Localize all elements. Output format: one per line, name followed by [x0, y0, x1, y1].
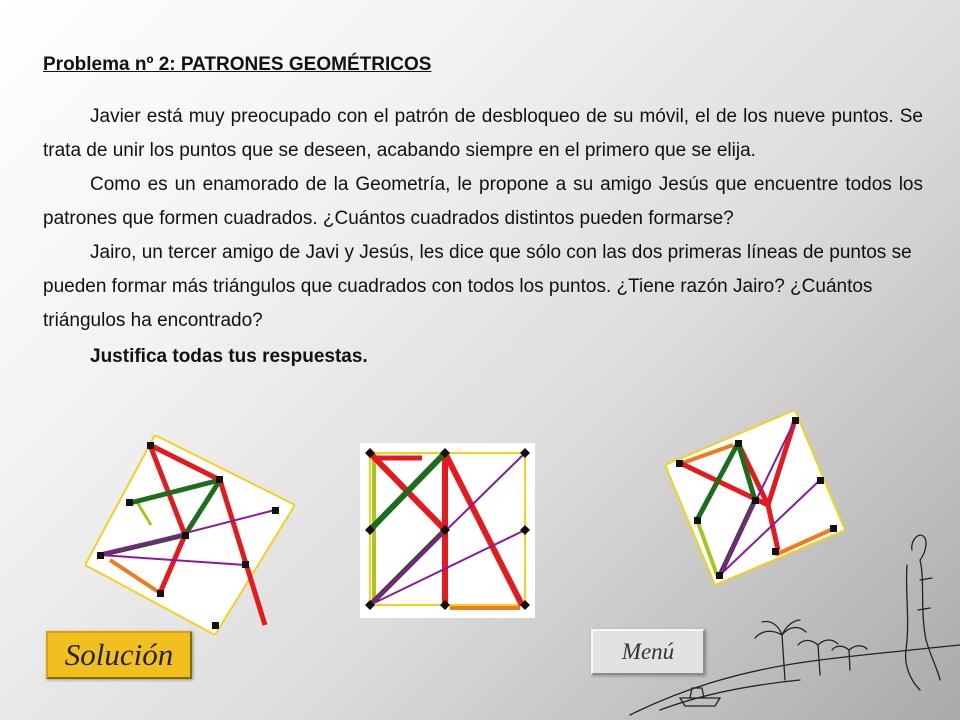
paragraph-3: Jairo, un tercer amigo de Javi y Jesús, les dice que sólo con las dos primeras líneas de puntos se pueden formar más triángulos que cuadrados con todos los puntos. ¿Tiene razón Jairo? ¿Cuántos triángulos ha encontrado? [43, 242, 912, 331]
solution-button[interactable]: Solución [46, 631, 192, 679]
paragraph-1: Javier está muy preocupado con el patrón de desbloqueo de su móvil, el de los nueve puntos. Se trata de unir los puntos que se deseen, acabando siempre en el primero que se elija. [43, 106, 923, 161]
problem-text [43, 100, 923, 374]
menu-button[interactable]: Menú [591, 629, 705, 675]
pattern-figure-1 [85, 435, 295, 635]
decorative-sketch [620, 520, 960, 720]
paragraph-2: Como es un enamorado de la Geometría, le propone a su amigo Jesús que encuentre todos los patrones que formen cuadrados. ¿Cuántos cuadrados distintos pueden formarse? [43, 174, 923, 229]
closing-instruction: Justifica todas tus respuestas. [90, 346, 368, 367]
pattern-figure-2 [360, 443, 535, 618]
problem-title: Problema nº 2: PATRONES GEOMÉTRICOS [43, 54, 432, 75]
